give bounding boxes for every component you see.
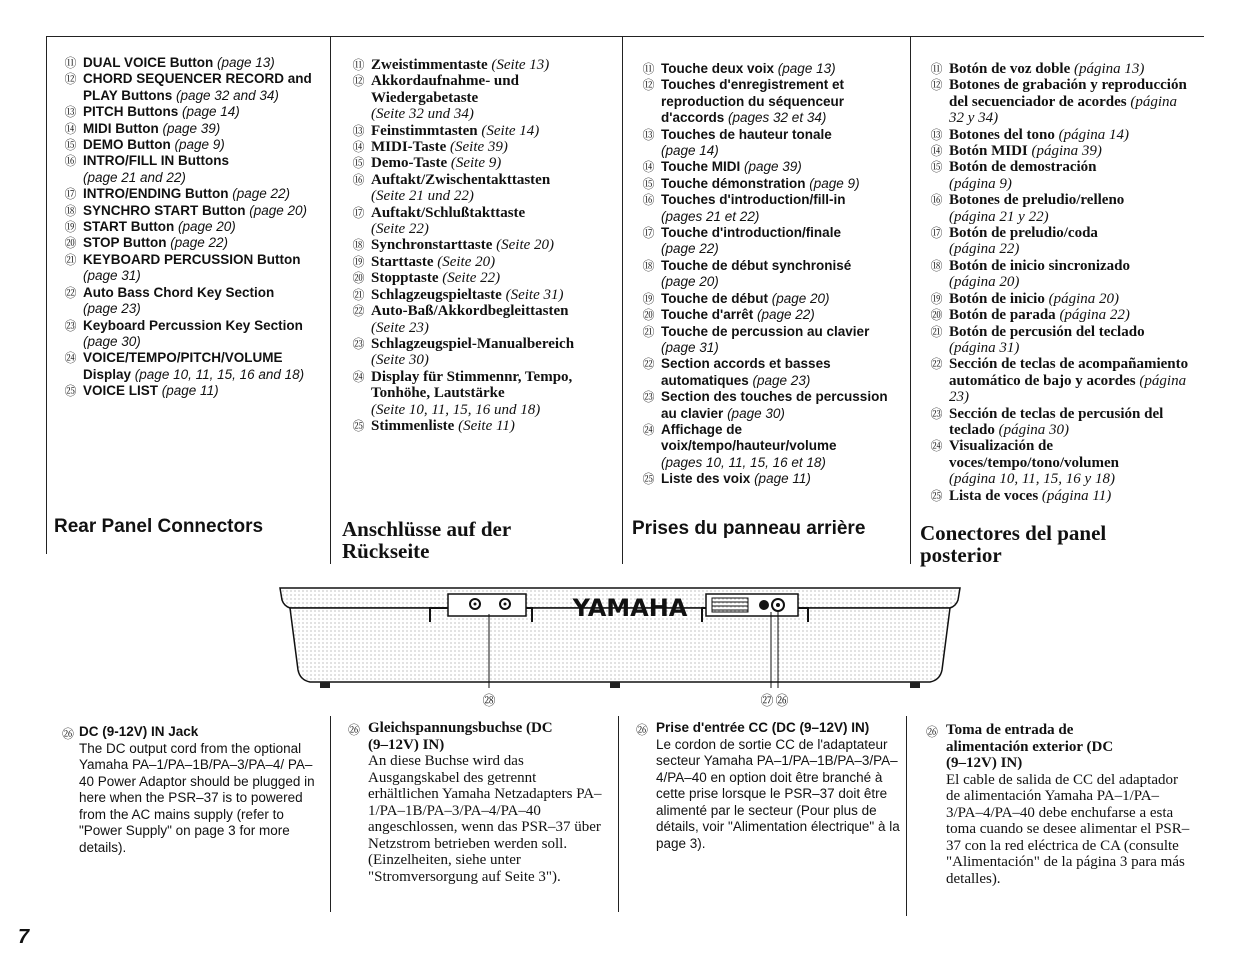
callout-number: ⑯ [64, 154, 77, 169]
page-ref: (page 13) [217, 55, 275, 70]
page-ref: (Seite 32 und 34) [371, 106, 474, 123]
callout-number: ㉑ [64, 252, 77, 267]
list-item [928, 258, 1194, 291]
item-label: Sección de teclas de acompañamiento automático de bajo y acordes [949, 356, 1189, 389]
callout-number: ⑫ [930, 78, 943, 93]
item-label: Botones de grabación y reproducción del secuenciador de acordes [949, 77, 1187, 110]
item-label: INTRO/ENDING Button [83, 186, 229, 202]
item-label: MIDI Button [83, 120, 159, 136]
callout-number-27: ㉗ [760, 694, 774, 709]
item-label: Botón de inicio [949, 290, 1045, 307]
item-label: Touche de percussion au clavier [661, 323, 870, 339]
list-item [62, 219, 330, 235]
callout-number: ⑱ [352, 238, 365, 253]
page-ref: (page 20) [661, 274, 719, 290]
item-label: DEMO Button [83, 137, 171, 153]
list-item [640, 77, 904, 126]
callout-number: ⑭ [352, 140, 365, 155]
item-label: START Button [83, 219, 175, 235]
callout-number: ⑱ [930, 258, 943, 273]
list-item [640, 61, 904, 77]
item-label: VOICE/TEMPO/PITCH/VOLUME Display [83, 350, 283, 382]
page-ref: (page 11) [161, 383, 219, 399]
item-label: Schlagzeugspiel-Manualbereich [371, 335, 575, 352]
page-ref: (Seite 23) [371, 319, 429, 336]
section-heading-en: Rear Panel Connectors [54, 516, 264, 537]
yamaha-logo: YAMAHA [572, 594, 688, 622]
page-ref: (página 20) [949, 274, 1020, 291]
callout-number: ⑱ [64, 203, 77, 218]
list-item [640, 324, 904, 357]
callout-number: ㉖ [348, 723, 361, 737]
page-ref: (pages 32 et 34) [728, 110, 827, 126]
page-ref: (page 20) [178, 219, 236, 235]
callout-number: ⑪ [352, 58, 365, 72]
list-item [928, 159, 1194, 192]
callout-number: ㉓ [64, 318, 77, 333]
list-item [350, 57, 614, 73]
list-item [640, 291, 904, 307]
item-label: Touches de hauteur tonale [661, 126, 832, 142]
front-panel-list-es [928, 61, 1194, 504]
keyboard-foot-left [320, 682, 330, 688]
callout-number: ㉕ [64, 384, 77, 399]
callout-number: ㉖ [926, 725, 939, 739]
callout-number: ㉕ [642, 472, 655, 487]
page-ref: (page 31) [661, 339, 719, 355]
page-ref: (pages 21 et 22) [661, 208, 760, 224]
callout-number-28: ㉘ [482, 694, 496, 709]
callout-number: ㉔ [64, 351, 77, 366]
column-divider-left-edge [46, 36, 47, 554]
list-item [350, 237, 614, 253]
page-ref: (Seite 39) [450, 139, 508, 156]
list-item [928, 291, 1194, 307]
list-item [62, 153, 330, 186]
item-label: Stopptaste [371, 270, 439, 287]
callout-number: ⑭ [930, 144, 943, 159]
callout-number: ⑯ [642, 193, 655, 208]
item-label: Touche d'arrêt [661, 307, 754, 323]
bottom-divider-3 [906, 716, 907, 916]
page-ref: (Seite 21 und 22) [371, 188, 474, 205]
list-item [350, 139, 614, 155]
page-ref: (page 39) [162, 120, 221, 136]
dc-jack-title: Toma de entrada de alimentación exterior (DC (9–12V) IN) [946, 722, 1114, 771]
item-label: Section des touches de percussion au clavier [661, 389, 888, 421]
callout-number: ㉒ [352, 304, 365, 319]
item-label: Botón de inicio sincronizado [949, 257, 1130, 274]
page-ref: (page 9) [174, 137, 225, 153]
front-panel-list-fr [640, 61, 904, 488]
callout-number: ⑬ [642, 127, 655, 142]
dc-jack-description-fr [636, 720, 900, 852]
item-label: Botón de preludio/coda [949, 225, 1098, 242]
page-ref: (página 13) [1074, 61, 1145, 77]
page-ref: (page 39) [744, 159, 802, 175]
item-label: INTRO/FILL IN Buttons [83, 153, 229, 169]
item-label: Schlagzeugspieltaste [371, 286, 502, 303]
callout-number: ⑳ [352, 271, 365, 286]
page-ref: (page 31) [83, 268, 141, 284]
page-ref: (página 21 y 22) [949, 208, 1049, 225]
callout-number: ㉒ [930, 357, 943, 372]
callout-number: ㉓ [352, 336, 365, 351]
keyboard-rear-panel-illustration [270, 578, 970, 713]
dc-jack-title: DC (9-12V) IN Jack [79, 724, 199, 739]
item-label: Akkordaufnahme- und Wiedergabetaste [371, 73, 519, 106]
page-ref: (page 14) [182, 104, 240, 120]
dc-jack-description-es [926, 722, 1190, 887]
list-item [640, 225, 904, 258]
list-item [928, 356, 1194, 405]
callout-number: ⑮ [352, 156, 365, 171]
item-label: Touche MIDI [661, 159, 741, 175]
callout-number: ⑭ [642, 160, 655, 175]
callout-number: ㉕ [352, 418, 365, 433]
dc-jack-title: Gleichspannungsbuchse (DC (9–12V) IN) [368, 720, 553, 753]
item-label: Zweistimmentaste [371, 57, 488, 73]
list-item [350, 155, 614, 171]
item-label: CHORD SEQUENCER RECORD and PLAY Buttons [83, 71, 312, 103]
page-ref: (Seite 14) [481, 122, 540, 139]
list-item [640, 307, 904, 323]
page-ref: (page 9) [809, 175, 860, 191]
callout-number: ㉓ [930, 406, 943, 421]
section-heading-de: Anschlüsse auf der Rückseite [342, 517, 511, 563]
list-item [928, 307, 1194, 323]
callout-number: ⑲ [930, 291, 943, 306]
page-ref: (page 14) [661, 143, 719, 159]
callout-number: ⑭ [64, 121, 77, 136]
item-label: Demo-Taste [371, 155, 448, 172]
callout-number: ⑳ [642, 308, 655, 323]
callout-number: ㉔ [352, 369, 365, 384]
column-french [640, 61, 904, 488]
list-item [62, 235, 330, 251]
page-ref: (Seite 22) [442, 270, 501, 287]
keyboard-foot-mid [610, 682, 620, 688]
list-item [62, 121, 330, 137]
item-label: Synchronstarttaste [371, 237, 493, 254]
page-number: 7 [18, 926, 30, 948]
list-item [640, 471, 904, 487]
keyboard-foot-right [910, 682, 920, 688]
list-item [62, 285, 330, 318]
page-ref: (Seite 20) [437, 253, 496, 270]
page-ref: (page 23) [83, 301, 141, 317]
list-item [640, 258, 904, 291]
column-divider-1 [330, 36, 331, 564]
dc-jack-body: An diese Buchse wird das Ausgangskabel des getrennt erhältlichen Yamaha Netzadapters PA–1/PA–1B/PA–3/PA–4/PA–40 angeschlossen, wenn das PSR–37 über Netzstrom betrieben werden soll. (Einzelheiten, siehe unter "Stromversorgung auf Seite 3"). [368, 753, 602, 885]
top-rule [46, 36, 1204, 37]
list-item [62, 350, 330, 383]
item-label: Auftakt/Zwischentakttasten [371, 171, 551, 188]
column-divider-2 [622, 36, 623, 564]
item-label: Botón de voz doble [949, 61, 1071, 77]
list-item [928, 143, 1194, 159]
page-ref: (página 11) [1041, 487, 1112, 504]
callout-number: ⑮ [64, 138, 77, 153]
page-ref: (pages 10, 11, 15, 16 et 18) [661, 454, 826, 470]
item-label: Auto-Baß/Akkordbegleittasten [371, 303, 569, 320]
page-ref: (página 22) [949, 241, 1020, 258]
page-ref: (page 10, 11, 15, 16 and 18) [134, 366, 305, 382]
list-item [62, 203, 330, 219]
item-label: Visualización de voces/tempo/tono/volumen [949, 438, 1119, 471]
list-item [350, 336, 614, 369]
page-ref: (page 22) [232, 186, 291, 202]
page-ref: (page 32 and 34) [176, 87, 279, 103]
column-german [350, 57, 614, 434]
list-item [62, 383, 330, 399]
callout-number: ⑰ [352, 205, 365, 220]
item-label: STOP Button [83, 235, 167, 251]
bottom-divider-2 [618, 716, 619, 912]
page-ref: (page 20) [249, 202, 308, 218]
list-item [640, 176, 904, 192]
callout-number: ⑲ [642, 291, 655, 306]
item-label: Botón MIDI [949, 143, 1028, 160]
item-label: Touches d'enregistrement et reproduction du séquenceur d'accords [661, 77, 845, 126]
callout-number: ⑳ [930, 308, 943, 323]
dc-jack-body: Le cordon de sortie CC de l'adaptateur secteur Yamaha PA–1/PA–1B/PA–3/PA–4/PA–40 en option doit être branché à cette prise lorsque le PSR–37 doit être alimenté par le secteur (Pour plus de détails, voir "Alimentation électrique" à la page 3). [656, 736, 900, 851]
list-item [928, 61, 1194, 77]
callout-number: ㉑ [642, 324, 655, 339]
callout-number: ⑪ [642, 62, 655, 76]
list-item [928, 127, 1194, 143]
list-item [640, 356, 904, 389]
list-item [62, 71, 330, 104]
item-label: Lista de voces [949, 487, 1039, 504]
page-ref: (Seite 30) [371, 352, 429, 369]
callout-number: ⑬ [352, 123, 365, 138]
list-item [350, 287, 614, 303]
page-ref: (page 20) [771, 290, 830, 306]
page-ref: (página 23) [949, 372, 1187, 406]
item-label: Botones de preludio/relleno [949, 192, 1125, 209]
list-item [350, 254, 614, 270]
callout-number: ㉑ [352, 287, 365, 302]
page-ref: (página 9) [949, 175, 1012, 192]
callout-number: ⑲ [352, 254, 365, 269]
item-label: Botón de demostración [949, 159, 1097, 176]
item-label: Touche deux voix [661, 61, 775, 76]
list-item [62, 55, 330, 71]
callout-number: ⑰ [64, 187, 77, 202]
callout-number: ⑫ [642, 78, 655, 93]
page-ref: (page 23) [752, 372, 811, 388]
list-item [350, 418, 614, 434]
page-ref: (Seite 11) [458, 417, 515, 434]
item-label: Touche de début [661, 290, 768, 306]
page-ref: (page 21 and 22) [83, 169, 186, 185]
list-item [62, 318, 330, 351]
section-heading-fr: Prises du panneau arrière [632, 518, 866, 539]
page-ref: (página 32 y 34) [949, 93, 1178, 127]
item-label: Touche d'introduction/finale [661, 225, 841, 241]
dc-jack-title: Prise d'entrée CC (DC (9–12V) IN) [656, 720, 870, 735]
callout-number: ㉔ [930, 439, 943, 454]
page-ref: (Seite 13) [491, 57, 550, 73]
item-label: PITCH Buttons [83, 104, 179, 120]
page-ref: (Seite 9) [450, 155, 502, 172]
callout-number: ㉖ [636, 723, 649, 737]
item-label: Display für Stimmennr, Tempo, Tonhöhe, Lautstärke [371, 368, 573, 402]
list-item [350, 123, 614, 139]
callout-number: ㉓ [642, 390, 655, 405]
callout-number: ⑲ [64, 220, 77, 235]
callout-number: ㉑ [930, 324, 943, 339]
section-heading-es: Conectores del panel posterior [920, 521, 1107, 567]
dc-jack-body: El cable de salida de CC del adaptador de alimentación Yamaha PA–1/PA–3/PA–4/PA–40 debe enchufarse a esta toma cuando se desee alimentar el PSR–37 con la red eléctrica de CA (consulte "Alimentación" de la página 3 para más detalles). [946, 771, 1190, 887]
list-item [350, 303, 614, 336]
item-label: Botones del tono [949, 126, 1055, 143]
item-label: Auftakt/Schlußtakttaste [371, 204, 526, 221]
item-label: Touche de début synchronisé [661, 257, 852, 273]
callout-number: ⑱ [642, 258, 655, 273]
page-ref: (página 10, 11, 15, 16 y 18) [949, 471, 1115, 488]
page-ref: (Seite 20) [496, 237, 555, 254]
callout-number: ⑮ [642, 176, 655, 191]
page-ref: (página 39) [1031, 143, 1102, 160]
page-ref: (Seite 10, 11, 15, 16 und 18) [371, 401, 541, 418]
callout-number: ⑮ [930, 160, 943, 175]
list-item [350, 270, 614, 286]
front-panel-list-en [62, 55, 330, 400]
list-item [928, 225, 1194, 258]
page-ref: (página 20) [1048, 290, 1120, 307]
page-ref: (página 30) [998, 421, 1069, 438]
callout-number: ⑫ [64, 72, 77, 87]
item-label: Sección de teclas de percusión del teclado [949, 405, 1164, 438]
item-label: SYNCHRO START Button [83, 202, 246, 218]
callout-number: ㉔ [642, 422, 655, 437]
list-item [640, 422, 904, 471]
front-panel-list-de [350, 57, 614, 434]
callout-number: ⑪ [930, 62, 943, 76]
item-label: Starttaste [371, 253, 434, 270]
callout-number-26: ㉖ [775, 694, 789, 709]
callout-number: ⑯ [352, 172, 365, 187]
column-english [62, 55, 330, 400]
page-ref: (page 22) [757, 307, 815, 323]
item-label: Stimmenliste [371, 417, 455, 434]
callout-number: ㉒ [64, 285, 77, 300]
page-ref: (page 22) [661, 241, 719, 257]
item-label: VOICE LIST [83, 383, 159, 399]
list-item [928, 438, 1194, 487]
column-spanish [928, 61, 1194, 504]
list-item [928, 192, 1194, 225]
list-item [62, 186, 330, 202]
list-item [640, 192, 904, 225]
item-label: Feinstimmtasten [371, 122, 478, 139]
column-divider-3 [910, 36, 911, 564]
list-item [62, 104, 330, 120]
callout-number: ⑯ [930, 193, 943, 208]
bottom-divider-1 [330, 716, 331, 912]
item-label: Touches d'introduction/fill-in [661, 192, 846, 208]
page-ref: (page 13) [777, 61, 836, 76]
item-label: Section accords et basses automatiques [661, 356, 831, 388]
callout-number: ㉖ [62, 727, 75, 741]
dc-jack-description-de [348, 720, 610, 885]
list-item [62, 252, 330, 285]
list-item [928, 77, 1194, 126]
callout-number: ㉒ [642, 357, 655, 372]
list-item [640, 389, 904, 422]
callout-number: ⑪ [64, 56, 77, 70]
dc-jack-body: The DC output cord from the optional Yamaha PA–1/PA–1B/PA–3/PA–4/ PA–40 Power Adaptor should be plugged in here when the PSR–37 is to powered from the AC mains supply (refer to "Power Supply" on page 3 for more details). [79, 740, 315, 855]
list-item [350, 369, 614, 418]
midi-in-jack-icon [759, 600, 769, 610]
page-ref: (página 31) [949, 339, 1020, 356]
item-label: DUAL VOICE Button [83, 55, 214, 70]
list-item [350, 205, 614, 238]
list-item [928, 406, 1194, 439]
page-ref: (Seite 22) [371, 221, 429, 238]
list-item [640, 127, 904, 160]
list-item [350, 172, 614, 205]
item-label: Botón de parada [949, 307, 1056, 324]
callout-number: ⑳ [64, 236, 77, 251]
jack-plate [448, 594, 526, 616]
item-label: KEYBOARD PERCUSSION Button [83, 251, 301, 267]
list-item [928, 324, 1194, 357]
item-label: Touche démonstration [661, 175, 806, 191]
page-ref: (page 30) [83, 333, 141, 349]
page-ref: (página 14) [1058, 126, 1130, 143]
list-item [640, 159, 904, 175]
callout-number: ㉕ [930, 488, 943, 503]
list-item [62, 137, 330, 153]
item-label: MIDI-Taste [371, 139, 447, 156]
item-label: Affichage de voix/tempo/hauteur/volume [661, 421, 837, 454]
page-ref: (page 22) [170, 235, 229, 251]
callout-number: ⑬ [930, 127, 943, 142]
list-item [350, 73, 614, 122]
dc-jack-description-en [62, 724, 326, 856]
page-ref: (page 11) [754, 471, 811, 487]
page-ref: (Seite 31) [505, 286, 564, 303]
page-ref: (página 22) [1059, 307, 1130, 324]
item-label: Keyboard Percussion Key Section [83, 317, 303, 333]
item-label: Botón de percusión del teclado [949, 323, 1145, 340]
callout-number: ⑰ [930, 226, 943, 241]
callout-number: ⑬ [64, 105, 77, 120]
item-label: Liste des voix [661, 471, 751, 487]
page-ref: (page 30) [727, 405, 785, 421]
list-item [928, 488, 1194, 504]
item-label: Auto Bass Chord Key Section [83, 284, 275, 300]
callout-number: ⑰ [642, 226, 655, 241]
callout-number: ⑫ [352, 74, 365, 89]
